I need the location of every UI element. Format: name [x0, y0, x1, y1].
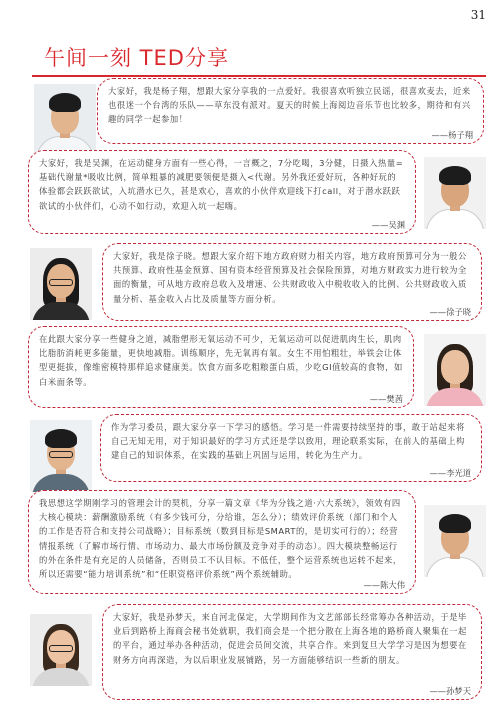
- avatar: [424, 505, 486, 577]
- bubble-text: 我思想这学期刚学习的管理会计的契机，分享一篇文章《华为分钱之道·六大系统》，领效有四大核心模块：薪酬激励系统（有多少钱可分，分给谁，怎么分）；绩效评价系统（部门和个人的工作是否符合和支持公司战略）；目标系统（数到目标是SMART的，是切实可行的）；经营情报系统（了解市场行情、市场动力、最大市场份额及竞争对手的动态）。四大模块整畅运行的外在条件是有充足的人员储备，否则员工不认目标。不低任，整个运营系统也运转不起来，所以还需要“能力培训系统”和“任职资格评价系统”两个系统辅助。: [39, 498, 402, 580]
- bubble-text: 大家好，我是吴渊，在运动健身方面有一些心得，一言概之，7分吃喝，3分健，日摄入热量=基础代谢量*吸收比例，简单粗暴的减肥要领便是摄入<代谢。另外我还爱好玩，各种好玩的体验都会跃跃欲试，入坑潜水已久，甚是欢心，喜欢的小伙伴欢迎线下打call，对于潜水跃跃欲试的小伙伴们，心动不如行动，欢迎入坑一起嗨。: [39, 158, 404, 211]
- bubble-text: 大家好，我是孙梦天，来自河北保定，大学期间作为文艺部部长经常筹办各种活动，于是毕业后到路桥上海商会秘书处就职，我们商会是一个把分散在上海各地的路桥商人聚集在一起的平台，通过举办各种活动，促进会员间交流，共享合作。来到复旦大学学习是因为想要在财务方向再深造，为以后职业发展铺路，另一方面能够结识一些新的朋友。: [113, 612, 467, 665]
- signature: ——吴渊: [371, 220, 405, 230]
- speech-bubble: [28, 150, 416, 234]
- signature: ——徐子晓: [429, 307, 471, 317]
- avatar: [34, 84, 96, 156]
- signature: ——李光道: [429, 468, 471, 478]
- bubble-text: 大家好，我是徐子晓。想跟大家介绍下地方政府财力相关内容，地方政府预算可分为一般公共预算、政府性基金预算、国有资本经营预算及社会保险预算，对地方财政实力进行较为全面的衡量，可从地方政府总收入及增速、公共财政收入中税收收入的比例、公共财政收入质量分析、基金收入占比及质量等方面分析。: [113, 251, 467, 304]
- avatar: [30, 420, 92, 492]
- signature: ——孙梦天: [429, 686, 471, 696]
- speech-bubble: [28, 490, 416, 594]
- speech-bubble: [28, 326, 414, 408]
- title-underline: [32, 75, 486, 77]
- avatar: [424, 157, 486, 229]
- page-title: 午间一刻 TED分享: [44, 46, 229, 70]
- page-number: 31: [470, 8, 486, 22]
- avatar: [30, 248, 92, 320]
- bubble-text: 作为学习委员，跟大家分享一下学习的感悟。学习是一件需要持续坚持的事，敢于站起来将自己无知无用，对于知识最好的学习方式还是学以致用，理论联系实际，在前人的基础上构建自己的知识体系，在实践的基础上巩固与运用，转化为生产力。: [111, 422, 465, 461]
- signature: ——杨子翔: [431, 130, 473, 140]
- speech-bubble: [97, 78, 484, 144]
- speech-bubble: [102, 243, 482, 321]
- speech-bubble: [100, 414, 482, 482]
- avatar: [30, 614, 92, 686]
- signature: ——陈大伟: [363, 580, 405, 590]
- signature: ——樊茜: [369, 394, 403, 404]
- avatar: [424, 334, 486, 406]
- speech-bubble: [102, 604, 482, 700]
- bubble-text: 大家好，我是杨子翔，想跟大家分享我的一点爱好。我很喜欢听独立民谣，很喜欢麦去，近来也很迷一个台湾的乐队——草东没有派对。夏天的时候上海阅边音乐节也比较多，期待和有兴趣的同学一起参加！: [108, 86, 471, 125]
- bubble-text: 在此跟大家分享一些健身之道，减脂塑形无氧运动不可少，无氧运动可以促进肌肉生长，肌肉比脂肪消耗更多能量，更快地减脂。训练顺序，先无氧再有氧。女生不用怕粗壮，举铁会让体型更挺拔，像维密模特那样追求健康美。饮食方面多吃粗粮蛋白质，少吃GI值较高的食物，如白米面条等。: [39, 334, 403, 387]
